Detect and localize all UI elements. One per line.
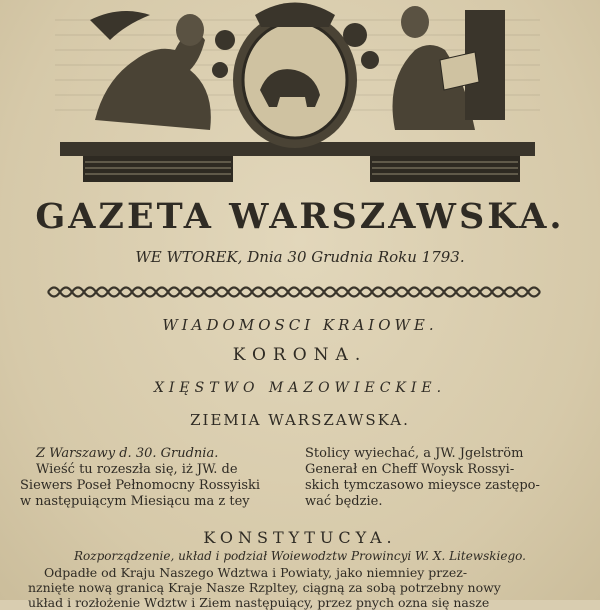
konstytucya-subtitle: Rozporządzenie, układ i podział Woiewodztw Prowincyi W. X. Litewskiego. bbox=[74, 549, 526, 563]
duchy-heading: XIĘSTWO MAZOWIECKIE. bbox=[153, 380, 447, 396]
paragraph-line: Odpadłe od Kraju Naszego Wdztwa i Powiaty, jako niemniey przez- bbox=[44, 565, 468, 580]
article-dateline: Z Warszawy d. 30. Grudnia. bbox=[36, 446, 219, 461]
article-line: wać będzie. bbox=[305, 494, 383, 509]
konstytucya-paragraph bbox=[28, 565, 584, 610]
paragraph-line: nznięte nową granicą Kraje Nasze Rzpltey, ciągną za sobą potrzebny nowy bbox=[28, 580, 501, 595]
article-line: Generał en Cheff Woysk Rossyi- bbox=[305, 462, 515, 477]
article-line: Stolicy wyiechać, a JW. Jgelström bbox=[305, 446, 524, 461]
newspaper-title: GAZETA WARSZAWSKA. bbox=[35, 196, 565, 237]
konstytucya-heading: KONSTYTUCYA. bbox=[203, 528, 397, 547]
article-left-column bbox=[20, 446, 288, 510]
section-heading: WIADOMOSCI KRAIOWE. bbox=[162, 316, 438, 334]
korona-heading: KORONA. bbox=[232, 345, 368, 365]
article-line: Siewers Poseł Pełnomocny Rossyiski bbox=[20, 478, 261, 493]
article-right-column bbox=[305, 446, 577, 510]
issue-dateline: WE WTOREK, Dnia 30 Grudnia Roku 1793. bbox=[135, 248, 465, 266]
masthead-woodcut bbox=[55, 0, 540, 185]
article-line: w następuiącym Miesiącu ma z tey bbox=[20, 494, 250, 509]
paragraph-line: układ i rozłożenie Wdztw i Ziem następuiący, przez pnych ozna się nasze bbox=[28, 595, 490, 610]
article-line: Wieść tu rozeszła się, iż JW. de bbox=[36, 462, 238, 477]
decorative-rule bbox=[44, 281, 550, 303]
article-line: skich tymczasowo mieysce zastępo- bbox=[305, 478, 540, 493]
land-heading: ZIEMIA WARSZAWSKA. bbox=[190, 411, 410, 429]
